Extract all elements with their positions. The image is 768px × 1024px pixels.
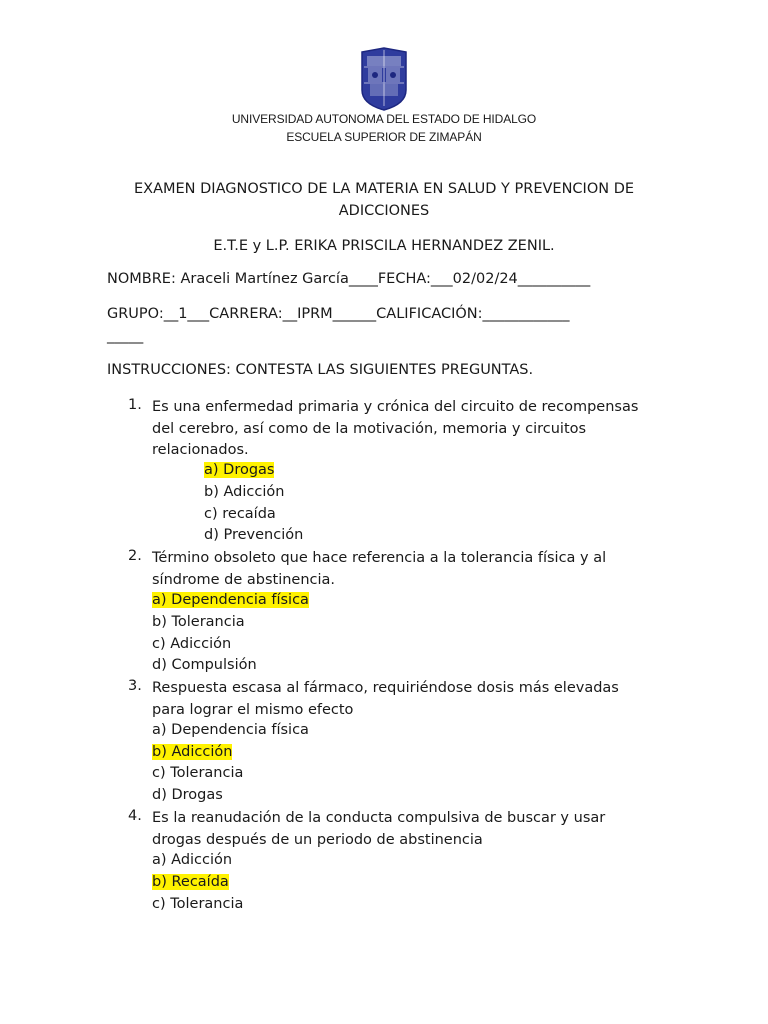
option-letter: c) xyxy=(152,636,166,652)
answer-option xyxy=(152,635,231,654)
exam-title-line-1: EXAMEN DIAGNOSTICO DE LA MATERIA EN SALUD Y PREVENCION DE xyxy=(133,181,635,197)
option-text: Tolerancia xyxy=(170,765,244,781)
answer-option xyxy=(152,656,257,675)
option-text: Adicción xyxy=(171,744,233,760)
answer-option xyxy=(152,895,243,914)
option-text: Recaída xyxy=(171,874,229,890)
option-text: Adicción xyxy=(170,636,232,652)
option-text: Adicción xyxy=(171,852,233,868)
question-number: 1. xyxy=(128,397,142,413)
group-line-continuation: _____ xyxy=(107,328,144,344)
question-number: 2. xyxy=(128,548,142,564)
answer-option-highlighted xyxy=(204,461,274,480)
option-letter: c) xyxy=(152,765,166,781)
question-number: 4. xyxy=(128,808,142,824)
answer-option-highlighted xyxy=(152,873,229,892)
option-letter: d) xyxy=(204,527,219,543)
option-text: Compulsión xyxy=(171,657,257,673)
option-letter: b) xyxy=(204,484,219,500)
option-letter: b) xyxy=(152,744,167,760)
option-letter: a) xyxy=(152,722,167,738)
question-text: Es la reanudación de la conducta compulsiva de buscar y usar drogas después de un periodo de abstinencia xyxy=(152,810,606,848)
student-name-line: NOMBRE: Araceli Martínez García____FECHA:___02/02/24__________ xyxy=(107,271,591,287)
option-text: Dependencia física xyxy=(171,592,309,608)
option-letter: b) xyxy=(152,874,167,890)
option-text: Prevención xyxy=(223,527,304,543)
option-text: recaída xyxy=(222,506,276,522)
question-text: Respuesta escasa al fármaco, requiriéndose dosis más elevadas para lograr el mismo efecto xyxy=(152,680,619,718)
instructions: INSTRUCCIONES: CONTESTA LAS SIGUIENTES PREGUNTAS. xyxy=(107,362,534,378)
university-crest-icon xyxy=(358,46,410,112)
option-text: Drogas xyxy=(223,462,275,478)
option-letter: a) xyxy=(152,852,167,868)
question-text: Término obsoleto que hace referencia a la tolerancia física y al síndrome de abstinencia. xyxy=(152,550,607,588)
option-text: Adicción xyxy=(223,484,285,500)
question-text: Es una enfermedad primaria y crónica del circuito de recompensas del cerebro, así como de la motivación, memoria y circuitos relacionados. xyxy=(152,399,639,458)
answer-option xyxy=(152,764,243,783)
answer-option xyxy=(152,721,309,740)
university-name: UNIVERSIDAD AUTONOMA DEL ESTADO DE HIDALGO xyxy=(231,112,537,126)
option-text: Tolerancia xyxy=(171,614,245,630)
option-letter: b) xyxy=(152,614,167,630)
exam-title xyxy=(100,178,668,222)
teacher-name: E.T.E y L.P. ERIKA PRISCILA HERNANDEZ ZENIL. xyxy=(213,238,555,254)
answer-option-highlighted xyxy=(152,743,232,762)
option-text: Tolerancia xyxy=(170,896,244,912)
answer-option xyxy=(152,786,223,805)
answer-option xyxy=(204,505,276,524)
option-text: Drogas xyxy=(171,787,223,803)
option-text: Dependencia física xyxy=(171,722,309,738)
option-letter: c) xyxy=(204,506,218,522)
option-letter: d) xyxy=(152,657,167,673)
exam-title-line-2: ADICCIONES xyxy=(338,203,430,219)
option-letter: a) xyxy=(204,462,219,478)
answer-option-highlighted xyxy=(152,591,309,610)
answer-option xyxy=(204,483,284,502)
option-letter: c) xyxy=(152,896,166,912)
school-name: ESCUELA SUPERIOR DE ZIMAPÁN xyxy=(286,130,482,144)
group-line: GRUPO:__1___CARRERA:__IPRM______CALIFICACIÓN:____________ xyxy=(107,306,570,322)
answer-option xyxy=(152,851,232,870)
question-number: 3. xyxy=(128,678,142,694)
option-letter: a) xyxy=(152,592,167,608)
answer-option xyxy=(204,526,303,545)
option-letter: d) xyxy=(152,787,167,803)
answer-option xyxy=(152,613,245,632)
